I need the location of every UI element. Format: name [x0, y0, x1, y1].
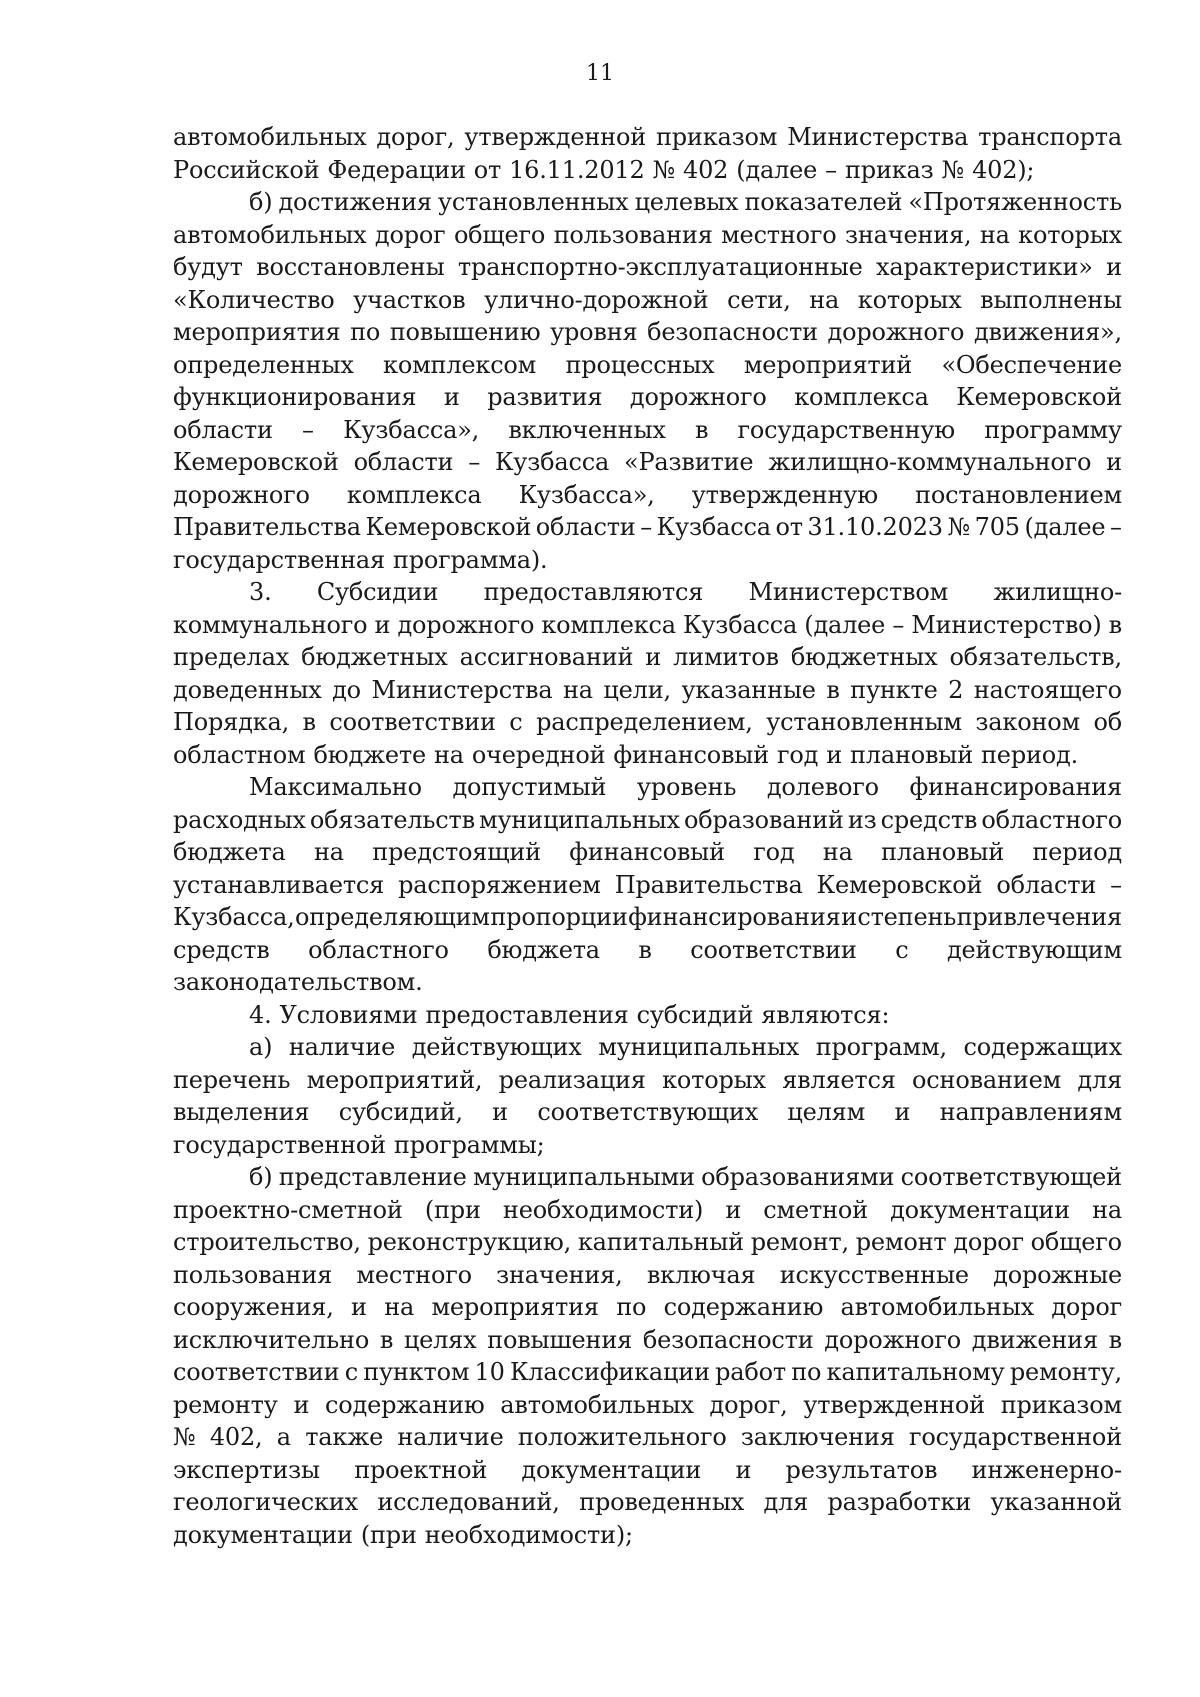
text-line: б) достижения установленных целевых показателей «Протяженность [249, 188, 1122, 216]
text-line: Кузбасса, определяющим пропорции финансирования и степень привлечения [173, 903, 1122, 931]
text-line: автомобильных дорог, утвержденной приказом Министерства транспорта [173, 123, 1122, 151]
text-line: государственная программа). [173, 545, 548, 574]
text-line: будут восстановлены транспортно-эксплуатационные характеристики» и [173, 253, 1122, 281]
text-line: областном бюджете на очередной финансовый год и плановый период. [173, 740, 1079, 769]
text-line: 3. Субсидии предоставляются Министерством жилищно- [249, 578, 1122, 606]
text-line: исключительно в целях повышения безопасности дорожного движения в [173, 1325, 1122, 1354]
text-line: 4. Условиями предоставления субсидий являются: [249, 1000, 890, 1029]
text-line: мероприятия по повышению уровня безопасности дорожного движения», [173, 318, 1122, 346]
text-line: Правительства Кемеровской области – Кузбасса от 31.10.2023 № 705 (далее – [173, 513, 1122, 541]
text-line: перечень мероприятий, реализация которых является основанием для [173, 1065, 1122, 1094]
text-line: Российской Федерации от 16.11.2012 № 402 (далее – приказ № 402); [173, 155, 1035, 184]
text-line: № 402, а также наличие положительного заключения государственной [173, 1423, 1122, 1451]
text-line: определенных комплексом процессных мероприятий «Обеспечение [173, 350, 1122, 379]
text-line: документации (при необходимости); [173, 1520, 633, 1549]
text-line: Порядка, в соответствии с распределением, установленным законом об [173, 708, 1122, 736]
text-line: соответствии с пунктом 10 Классификации работ по капитальному ремонту, [173, 1358, 1122, 1386]
text-line: устанавливается распоряжением Правительства Кемеровской области – [173, 870, 1122, 899]
text-line: сооружения, и на мероприятия по содержанию автомобильных дорог [173, 1293, 1122, 1321]
text-line: законодательством. [173, 968, 423, 996]
document-body [173, 121, 1122, 1551]
text-line: доведенных до Министерства на цели, указанные в пункте 2 настоящего [173, 675, 1122, 704]
text-line: средств областного бюджета в соответствии с действующим [173, 935, 1122, 964]
text-line: Максимально допустимый уровень долевого финансирования [249, 773, 1122, 801]
text-line: выделения субсидий, и соответствующих целям и направлениям [173, 1098, 1122, 1126]
text-line: ремонту и содержанию автомобильных дорог, утвержденной приказом [173, 1390, 1122, 1419]
text-line: строительство, реконструкцию, капитальный ремонт, ремонт дорог общего [173, 1228, 1122, 1256]
text-line: функционирования и развития дорожного комплекса Кемеровской [173, 383, 1122, 411]
text-line: «Количество участков улично-дорожной сети, на которых выполнены [173, 285, 1122, 314]
text-line: проектно-сметной (при необходимости) и сметной документации на [173, 1195, 1122, 1224]
text-line: пределах бюджетных ассигнований и лимитов бюджетных обязательств, [173, 643, 1122, 671]
text-line: экспертизы проектной документации и результатов инженерно- [173, 1455, 1122, 1484]
text-line: расходных обязательств муниципальных образований из средств областного [173, 805, 1122, 834]
text-line: пользования местного значения, включая искусственные дорожные [173, 1260, 1122, 1289]
text-line: области – Кузбасса», включенных в государственную программу [173, 415, 1122, 444]
text-line: а) наличие действующих муниципальных программ, содержащих [249, 1033, 1122, 1061]
text-line: бюджета на предстоящий финансовый год на плановый период [173, 838, 1122, 866]
text-line: автомобильных дорог общего пользования местного значения, на которых [173, 220, 1122, 249]
text-line: Кемеровской области – Кузбасса «Развитие жилищно-коммунального и [173, 448, 1122, 476]
text-line: геологических исследований, проведенных для разработки указанной [173, 1488, 1122, 1516]
text-line: б) представление муниципальными образованиями соответствующей [249, 1163, 1122, 1191]
text-line: коммунального и дорожного комплекса Кузбасса (далее – Министерство) в [173, 610, 1122, 639]
text-line: государственной программы; [173, 1130, 545, 1159]
page-number: 11 [586, 61, 614, 86]
text-line: дорожного комплекса Кузбасса», утвержденную постановлением [173, 480, 1122, 509]
